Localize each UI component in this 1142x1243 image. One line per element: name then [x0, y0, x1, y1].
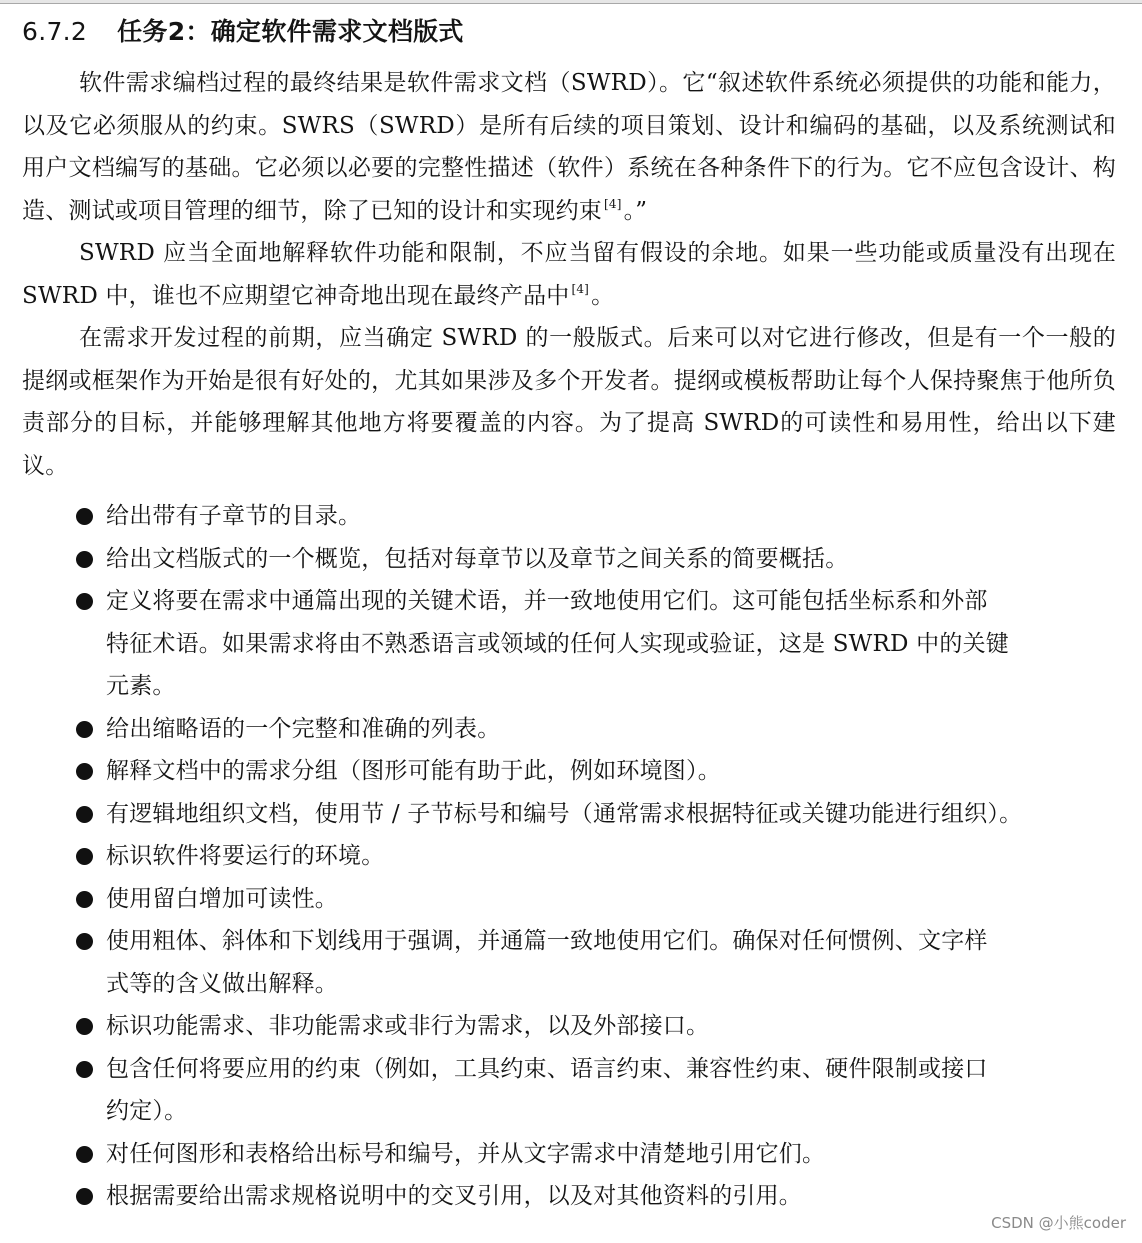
- paragraph-tail: 。: [591, 282, 615, 309]
- bullet-icon: [76, 933, 93, 950]
- bullet-icon: [76, 1188, 93, 1205]
- list-item: [22, 1005, 1116, 1048]
- list-item-text: 式等的含义做出解释。: [106, 970, 338, 997]
- bullet-icon: [76, 508, 93, 525]
- bullet-icon: [76, 551, 93, 568]
- list-item: [22, 580, 1116, 708]
- bullet-icon: [76, 593, 93, 610]
- paragraph-text: SWRD 应当全面地解释软件功能和限制，不应当留有假设的余地。如果一些功能或质量没: [79, 240, 1022, 266]
- document-page: [22, 12, 1116, 1218]
- list-item-text: 给出文档版式的一个概览，包括对每章节以及章节之间关系的简要概括。: [106, 545, 849, 572]
- bullet-icon: [76, 891, 93, 908]
- citation-marker: [4]: [571, 281, 590, 296]
- list-item: [22, 708, 1116, 751]
- bullet-icon: [76, 721, 93, 738]
- list-item: [22, 920, 1116, 1005]
- paragraph-text: 软件需求编档过程的最终结果是软件需求文档（SWRD）。它“叙述软件系统必须提供的功: [79, 70, 1000, 96]
- list-item-text: 约定）。: [106, 1098, 188, 1124]
- paragraph-swrd-format: [22, 317, 1116, 487]
- list-item: [22, 835, 1116, 878]
- bullet-icon: [76, 1061, 93, 1078]
- list-item: [22, 1048, 1116, 1133]
- paragraph-text: 有出现在 SWRD 中，谁也不应期望它神奇地出现在最终产品中: [22, 240, 1116, 309]
- paragraph-text: 能和能力，以及它必须服从的约束。SWRS（SWRD）是所有后续的项目策划、设计和编码的基: [22, 70, 1117, 139]
- bullet-icon: [76, 806, 93, 823]
- recommendation-list: [22, 495, 1116, 1218]
- paragraph-text: 个一般的提纲或框架作为开始是很有好处的，尤其如果涉及多个开发者。提纲或模板帮助让每: [22, 325, 1116, 394]
- bullet-icon: [76, 1146, 93, 1163]
- section-heading: [22, 12, 1116, 52]
- list-item-text: 给出缩略语的一个完整和准确的列表。: [106, 715, 501, 742]
- list-item-text: 有逻辑地组织文档，使用节 / 子节标号和编号（通常需求根据特征或关键功能进行组织）。: [106, 800, 1023, 827]
- paragraph-text: 的可读性和易用性，给出以下建议。: [22, 410, 1116, 479]
- list-item-text: 解释文档中的需求分组（图形可能有助于此，例如环境图）。: [106, 758, 721, 784]
- citation-marker: [4]: [604, 196, 622, 211]
- list-item-text: 特征术语。如果需求将由不熟悉语言或领域的任何人实现或验证，这是 SWRD 中的关键: [106, 630, 1009, 657]
- section-number: 6.7.2: [22, 17, 88, 46]
- list-item-text: 使用留白增加可读性。: [106, 885, 338, 912]
- list-item-text: 给出带有子章节的目录。: [106, 503, 362, 529]
- list-item: [22, 793, 1116, 836]
- watermark: CSDN @小熊coder: [991, 1214, 1126, 1232]
- bullet-icon: [76, 848, 93, 865]
- list-item-text: 标识软件将要运行的环境。: [106, 843, 385, 869]
- section-title: 任务2：确定软件需求文档版式: [117, 17, 464, 46]
- paragraph-text: 个人保持聚焦于他所负责部分的目标，并能够理解其他地方将要覆盖的内容。为了提高 SWRD: [22, 367, 1116, 436]
- list-item-text: 标识功能需求、非功能需求或非行为需求，以及外部接口。: [106, 1013, 710, 1039]
- bullet-icon: [76, 1018, 93, 1035]
- top-border-line: [0, 0, 1142, 4]
- list-item-text: 包含任何将要应用的约束（例如，工具约束、语言约束、兼容性约束、硬件限制或接口: [106, 1055, 988, 1082]
- paragraph-swrd-definition: [22, 62, 1116, 232]
- list-item-text: 对任何图形和表格给出标号和编号，并从文字需求中清楚地引用它们。: [106, 1140, 826, 1167]
- paragraph-text: 件下的行为。它不应包含设计、构造、测试或项目管理的细节，除了已知的设计和实现约束: [22, 155, 1116, 224]
- paragraph-text: 在需求开发过程的前期，应当确定 SWRD 的一般版式。后来可以对它进行修改，但是有一: [79, 325, 1022, 351]
- list-item: [22, 750, 1116, 793]
- list-item: [22, 538, 1116, 581]
- list-item-text: 元素。: [106, 673, 176, 699]
- list-item-text: 使用粗体、斜体和下划线用于强调，并通篇一致地使用它们。确保对任何惯例、文字样: [106, 928, 988, 954]
- paragraph-swrd-completeness: [22, 232, 1116, 317]
- list-item: [22, 1133, 1116, 1176]
- paragraph-text: 础，以及系统测试和用户文档编写的基础。它必须以必要的完整性描述（软件）系统在各种条: [22, 112, 1116, 181]
- list-item-text: 定义将要在需求中通篇出现的关键术语，并一致地使用它们。这可能包括坐标系和外部: [106, 588, 988, 614]
- list-item: [22, 1175, 1116, 1218]
- list-item: [22, 495, 1116, 538]
- bullet-icon: [76, 763, 93, 780]
- paragraph-tail: 。”: [623, 197, 648, 224]
- list-item: [22, 878, 1116, 921]
- list-item-text: 根据需要给出需求规格说明中的交叉引用，以及对其他资料的引用。: [106, 1183, 802, 1209]
